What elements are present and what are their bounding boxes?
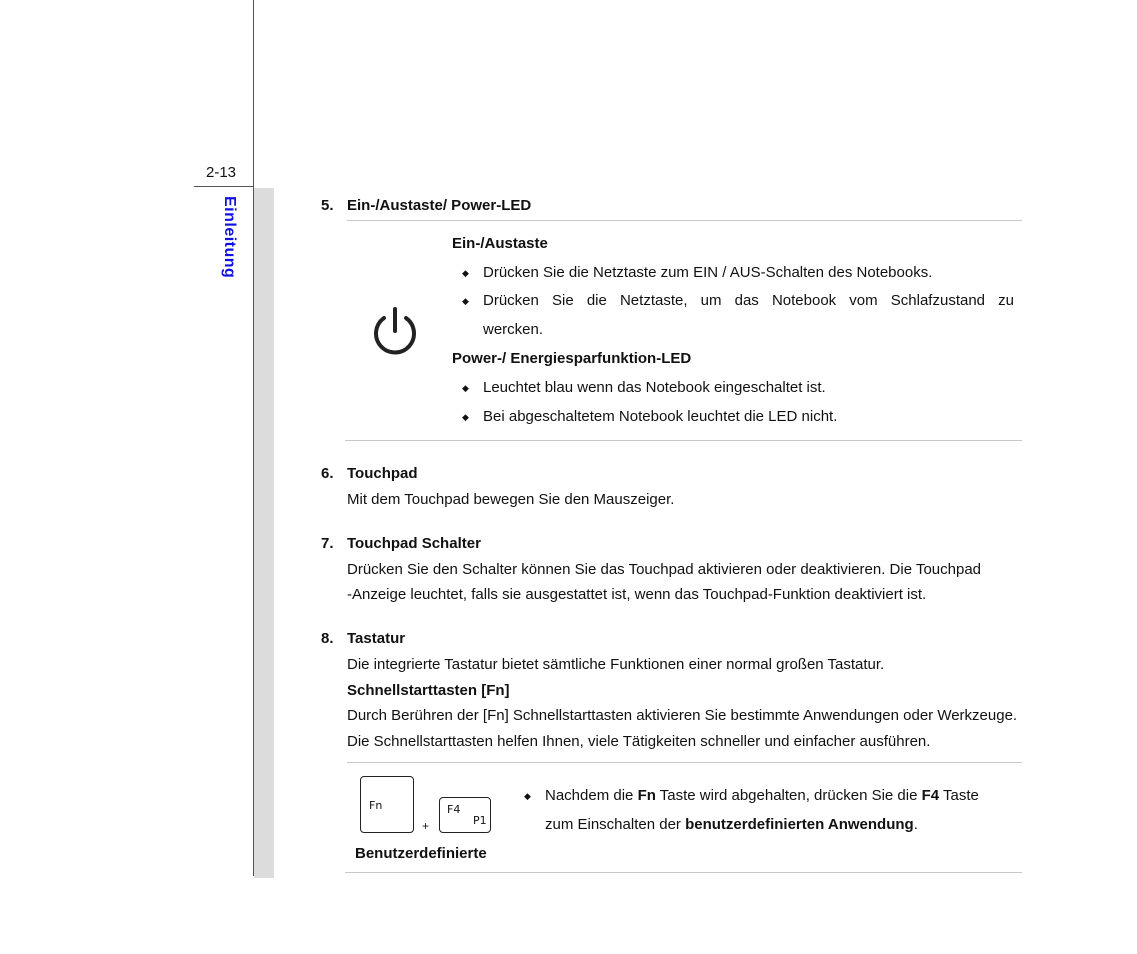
plus-sign: +	[422, 819, 430, 833]
chapter-label: Einleitung	[221, 196, 238, 279]
power-bullet-2-line2: wercken.	[483, 321, 544, 338]
section-6-title: Touchpad	[347, 465, 418, 482]
note-text: Taste wird abgehalten, drücken Sie die	[655, 787, 922, 804]
section-8-number: 8.	[321, 630, 334, 647]
hotkey-caption: Benutzerdefinierte	[355, 845, 487, 862]
bullet-icon: ◆	[462, 296, 469, 306]
note-text: zum Einschalten der	[545, 816, 686, 833]
note-text: Taste	[939, 787, 979, 804]
section-7-text-line2: -Anzeige leuchtet, falls sie ausgestattet ist, wenn das Touchpad-Funktion deaktiviert ist.	[347, 586, 927, 603]
bullet-icon: ◆	[462, 412, 469, 422]
led-bullet-2: Bei abgeschaltetem Notebook leuchtet die LED nicht.	[483, 408, 838, 425]
bullet-icon: ◆	[524, 791, 531, 801]
section-5-bottom-rule	[345, 440, 1022, 441]
hotkey-table-bottom-rule	[345, 872, 1022, 873]
section-7-title: Touchpad Schalter	[347, 535, 481, 552]
p1-key-label: P1	[473, 814, 487, 827]
power-led-heading: Power-/ Energiesparfunktion-LED	[452, 350, 692, 367]
page-number: 2-13	[206, 164, 237, 181]
power-bullet-1: Drücken Sie die Netztaste zum EIN / AUS-Schalten des Notebooks.	[483, 264, 933, 281]
hotkeys-heading: Schnellstarttasten [Fn]	[347, 682, 510, 699]
hotkey-note-line1	[545, 787, 979, 804]
note-app-name: benutzerdefinierten Anwendung	[685, 816, 914, 833]
section-6-text: Mit dem Touchpad bewegen Sie den Mauszeiger.	[347, 491, 675, 508]
section-8-title: Tastatur	[347, 630, 406, 647]
chapter-side-bar	[254, 188, 274, 878]
section-7-number: 7.	[321, 535, 334, 552]
power-button-heading: Ein-/Austaste	[452, 235, 548, 252]
note-fn-key: Fn	[637, 787, 656, 804]
hotkey-table-top-rule	[347, 762, 1022, 763]
note-text: .	[913, 816, 918, 833]
bullet-icon: ◆	[462, 268, 469, 278]
hotkeys-text-line1: Durch Berühren der [Fn] Schnellstarttasten aktivieren Sie bestimmte Anwendungen oder Werkzeuge.	[347, 707, 1018, 724]
power-bullet-2-line1: Drücken Sie die Netztaste, um das Notebook vom Schlafzustand zu	[483, 292, 1014, 309]
section-5-top-rule	[347, 220, 1022, 221]
section-5-title: Ein-/Austaste/ Power-LED	[347, 197, 532, 214]
note-f4-key: F4	[921, 787, 940, 804]
hotkeys-text-line2: Die Schnellstarttasten helfen Ihnen, viele Tätigkeiten schneller und einfacher ausführen.	[347, 733, 931, 750]
fn-key-label: Fn	[369, 799, 383, 812]
bullet-icon: ◆	[462, 383, 469, 393]
section-6-number: 6.	[321, 465, 334, 482]
section-5-number: 5.	[321, 197, 334, 214]
page-number-underline	[194, 186, 254, 187]
hotkey-note-line2	[545, 816, 918, 833]
fn-key-icon	[360, 776, 414, 833]
led-bullet-1: Leuchtet blau wenn das Notebook eingeschaltet ist.	[483, 379, 826, 396]
f4-key-label: F4	[447, 803, 461, 816]
power-icon	[370, 306, 420, 356]
f4-key-icon	[439, 797, 491, 833]
section-7-text-line1: Drücken Sie den Schalter können Sie das Touchpad aktivieren oder deaktivieren. Die Touchpad	[347, 561, 982, 578]
section-8-text: Die integrierte Tastatur bietet sämtliche Funktionen einer normal großen Tastatur.	[347, 656, 885, 673]
note-text: Nachdem die	[545, 787, 638, 804]
